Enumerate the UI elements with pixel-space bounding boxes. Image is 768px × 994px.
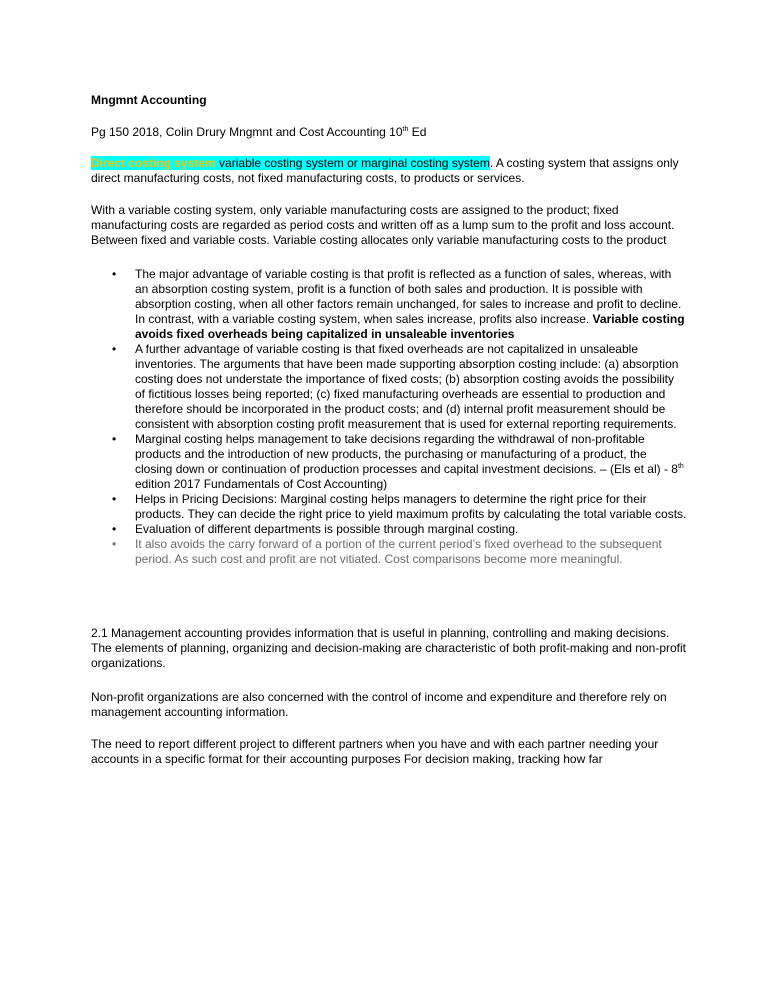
definition-body: . A costing system that assigns only direct manufacturing costs, not fixed manufacturing costs, to products or services. — [91, 156, 679, 185]
source-superscript: th — [402, 126, 409, 133]
list-item: • It also avoids the carry forward of a portion of the current period’s fixed overhead to the subsequent period. As such cost and profit are not vitiated. Cost comparisons become more meaningful. — [112, 537, 687, 567]
source-citation — [91, 125, 691, 140]
list-item-text: Marginal costing helps management to take decisions regarding the withdrawal of non-profitable products and the introduction of new products, the purchasing or manufacturing of a product, the closing down or continuation of production processes and capital investment decisions. – (Els et al) - 8 — [135, 432, 678, 476]
source-text: Pg 150 2018, Colin Drury Mngmnt and Cost Accounting 10 — [91, 125, 403, 139]
list-item: • Helps in Pricing Decisions: Marginal costing helps managers to determine the right price for their products. They can decide the right price to yield maximum profits by calculating the total variable costs. — [112, 492, 687, 522]
definition-paragraph — [91, 156, 691, 186]
list-item — [112, 267, 687, 342]
nonprofit-paragraph: Non-profit organizations are also concerned with the control of income and expenditure and therefore rely on management accounting information. — [91, 690, 667, 719]
partners-paragraph: The need to report different project to different partners when you have and with each partner needing your accounts in a specific format for their accounting purposes For decision making, tracking how far — [91, 737, 659, 766]
list-item-text: The major advantage of variable costing is that profit is reflected as a function of sales, whereas, with an absorption costing system, profit is a function of both sales and production. It is possible with absorption costing, when all other factors remain unchanged, for sales to increase and profit to decline. In contrast, with a variable costing system, when sales increase, profits also increase. — [135, 267, 682, 326]
section-2-1-paragraph: 2.1 Management accounting provides information that is useful in planning, controlling and making decisions. The elements of planning, organizing and decision-making are characteristic of both profit-making and non-profit organizations. — [91, 626, 686, 670]
list-item — [112, 432, 687, 492]
list-item-bold: Variable costing avoids fixed overheads being capitalized in unsaleable inventories — [135, 312, 685, 341]
intro-paragraph: With a variable costing system, only variable manufacturing costs are assigned to the product; fixed manufacturing costs are regarded as period costs and written off as a lump sum to the profit and loss account. Between fixed and variable costs. Variable costing allocates only variable manufacturing costs to the product — [91, 203, 675, 247]
highlighted-term: Direct costing system — [91, 156, 216, 170]
list-item: • Evaluation of different departments is possible through marginal costing. — [112, 522, 687, 537]
edition-superscript: th — [677, 463, 684, 470]
advantages-list — [112, 267, 687, 567]
list-item: • A further advantage of variable costing is that fixed overheads are not capitalized in unsaleable inventories. The arguments that have been made supporting absorption costing include: (a) absorption costing does not understate the importance of fixed costs; (b) absorption costing avoids the possibility of fictitious losses being reported; (c) fixed manufacturing overheads are essential to production and therefore should be incorporated in the product costs; and (d) internal profit measurement should be consistent with absorption costing profit measurement that is used for external reporting requirements. — [112, 342, 687, 432]
list-item-tail: edition 2017 Fundamentals of Cost Accounting) — [135, 477, 388, 491]
document-title: Mngmnt Accounting — [91, 93, 207, 107]
highlighted-synonyms: variable costing system or marginal costing system — [215, 156, 490, 170]
source-tail: Ed — [408, 125, 427, 139]
